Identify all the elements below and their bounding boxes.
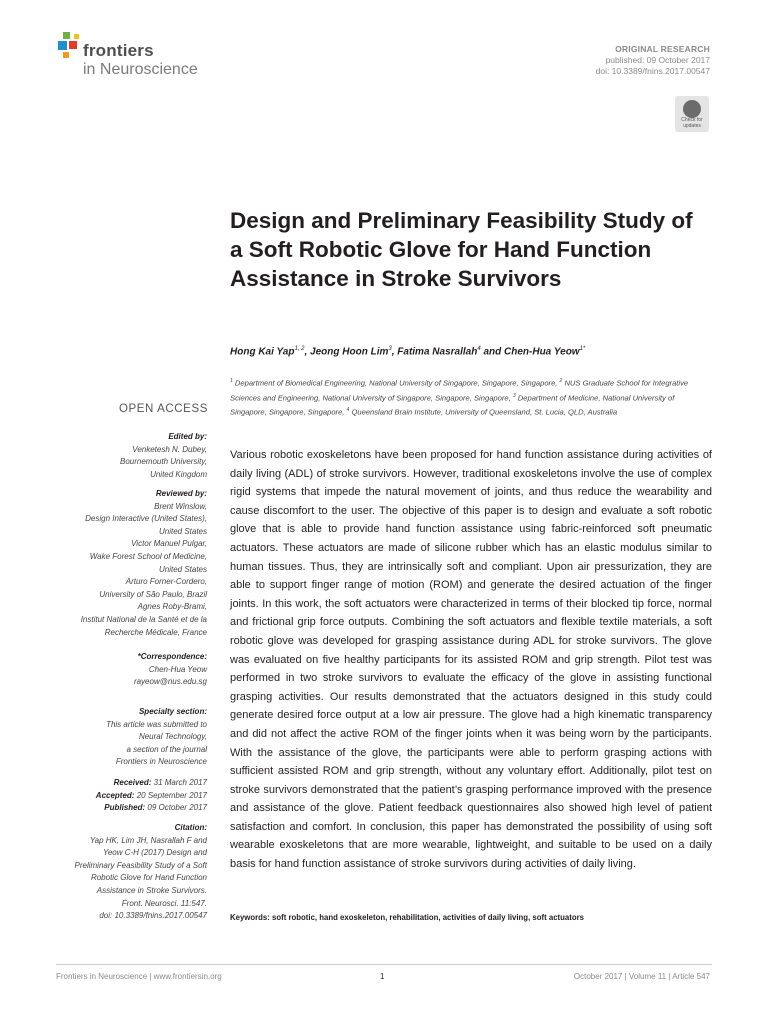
journal-logo xyxy=(56,32,256,82)
author-name: Chen-Hua Yeow xyxy=(504,346,580,358)
logo-journal: in Neuroscience xyxy=(83,61,198,78)
affiliations: $^1$ Department of Biomedical Engineering, National University of Singapore, Singapore, Singapore, $^2$ NUS Graduate School for Integrative Sciences and Engineering, National University of Singapore, Singapore, Singapore, $^3$ Department of Medicine, National University of Singapore, Singapore, Singapore, $^4$ Queensland Brain Institute, University of Queensland, St. Lucia, QLD, Australia xyxy=(230,378,689,417)
citation-section: Citation: Yap HK, Lim JH, Nasrallah F and Yeow C-H (2017) Design and Preliminary Feasibility Study of a Soft Robotic Glove for Hand Function Assistance in Stroke Survivors. Front. Neurosci. 11:547. doi: 10.3389/fnins.2017.00547 xyxy=(74,823,207,921)
article-type: ORIGINAL RESEARCH xyxy=(615,44,710,54)
footer-journal-link[interactable]: Frontiers in Neuroscience | www.frontiersin.org xyxy=(56,972,222,981)
article-doi[interactable]: doi: 10.3389/fnins.2017.00547 xyxy=(595,66,710,76)
page-number: 1 xyxy=(380,972,385,981)
frontiers-logo-icon xyxy=(56,32,82,64)
author-name: Hong Kai Yap xyxy=(230,346,295,358)
correspondence-email[interactable]: rayeow@nus.edu.sg xyxy=(133,677,207,687)
article-title: Design and Preliminary Feasibility Study of a Soft Robotic Glove for Hand Function Assistance in Stroke Survivors xyxy=(230,208,693,291)
author-list: Hong Kai Yap$^{1, 2}$, Jeong Hoon Lim$^3$, Fatima Nasrallah$^4$ and Chen-Hua Yeow$^{1*}$ xyxy=(230,346,586,358)
open-access-label: OPEN ACCESS xyxy=(118,403,208,415)
logo-brand: frontiers xyxy=(83,41,154,60)
keywords: Keywords: soft robotic, hand exoskeleton, rehabilitation, activities of daily living, soft actuators xyxy=(230,913,584,922)
article-meta xyxy=(596,44,710,77)
abstract: Various robotic exoskeletons have been proposed for hand function assistance during activities of daily living (ADL) of stroke survivors. However, traditional exoskeletons involve the use of complex rigid systems that impede the natural movement of joints, and thus reduce the wearability and cause discomfort to the user. The objective of this paper is to design and evaluate a soft robotic glove that is able to provide hand function assistance using fabric-reinforced soft pneumatic actuators. These actuators are made of silicone rubber which has an elastic modulus similar to human tissues. Thus, they are intrinsically soft and compliant. Upon air pressurization, they are able to support finger range of motion (ROM) and generate the desired actuation of the finger joints. In this work, the soft actuators were characterized in terms of their blocked tip force, normal and frictional grip force outputs. Combining the soft actuators and flexible textile materials, a soft robotic glove was developed for grasping assistance during ADL for stroke survivors. The glove was evaluated on five healthy participants for its assisted ROM and grip strength. Pilot test was performed in two stroke survivors to evaluate the efficacy of the glove in assisting functional grasping activities. Our results demonstrated that the actuators designed in this study could generate desired force output at a low air pressure. The glove had a high kinematic transparency and did not affect the active ROM of the finger joints when it was being worn by the participants. With the assistance of the glove, the participants were able to perform grasping actions with sufficient assisted ROM and grip strength, without any voluntary effort. Additionally, pilot test on stroke survivors demonstrated that the patient’s grasping performance improved with the presence and assistance of the glove. Patient feedback questionnaires also showed high level of patient satisfaction and comfort. In conclusion, this paper has demonstrated the possibility of using soft wearable exoskeletons that are more wearable, lightweight, and suitable to be used on a daily basis for hand function assistance of stroke survivors during activities of daily living. xyxy=(230,449,712,871)
published-date: published: 09 October 2017 xyxy=(605,55,710,65)
dates-section: Received: 31 March 2017 Accepted: 20 September 2017 Published: 09 October 2017 xyxy=(95,778,207,813)
update-icon xyxy=(683,100,701,118)
check-for-updates-badge[interactable] xyxy=(675,96,709,132)
footer-issue-info: October 2017 | Volume 11 | Article 547 xyxy=(573,972,710,981)
specialty-section: Specialty section: This article was submitted to Neural Technology, a section of the journal Frontiers in Neuroscience xyxy=(106,707,207,767)
correspondence-section: *Correspondence: Chen-Hua Yeow rayeow@nus.edu.sg xyxy=(40,651,207,689)
author-name: Jeong Hoon Lim xyxy=(310,346,389,358)
reviewed-by-section: Reviewed by: Brent Winslow, Design Interactive (United States), United States Victor Manuel Pulgar, Wake Forest School of Medicine, United States Arturo Forner-Cordero, University of São Paulo, Brazil Agnes Roby-Brami, Institut National de la Santé et de la Recherche Médicale, France xyxy=(80,489,207,637)
footer-divider xyxy=(56,964,712,965)
badge-label: Check for updates xyxy=(681,117,703,129)
edited-by-section: Edited by: Venketesh N. Dubey, Bournemouth University, United Kingdom xyxy=(120,432,207,479)
author-name: Fatima Nasrallah xyxy=(397,346,478,358)
